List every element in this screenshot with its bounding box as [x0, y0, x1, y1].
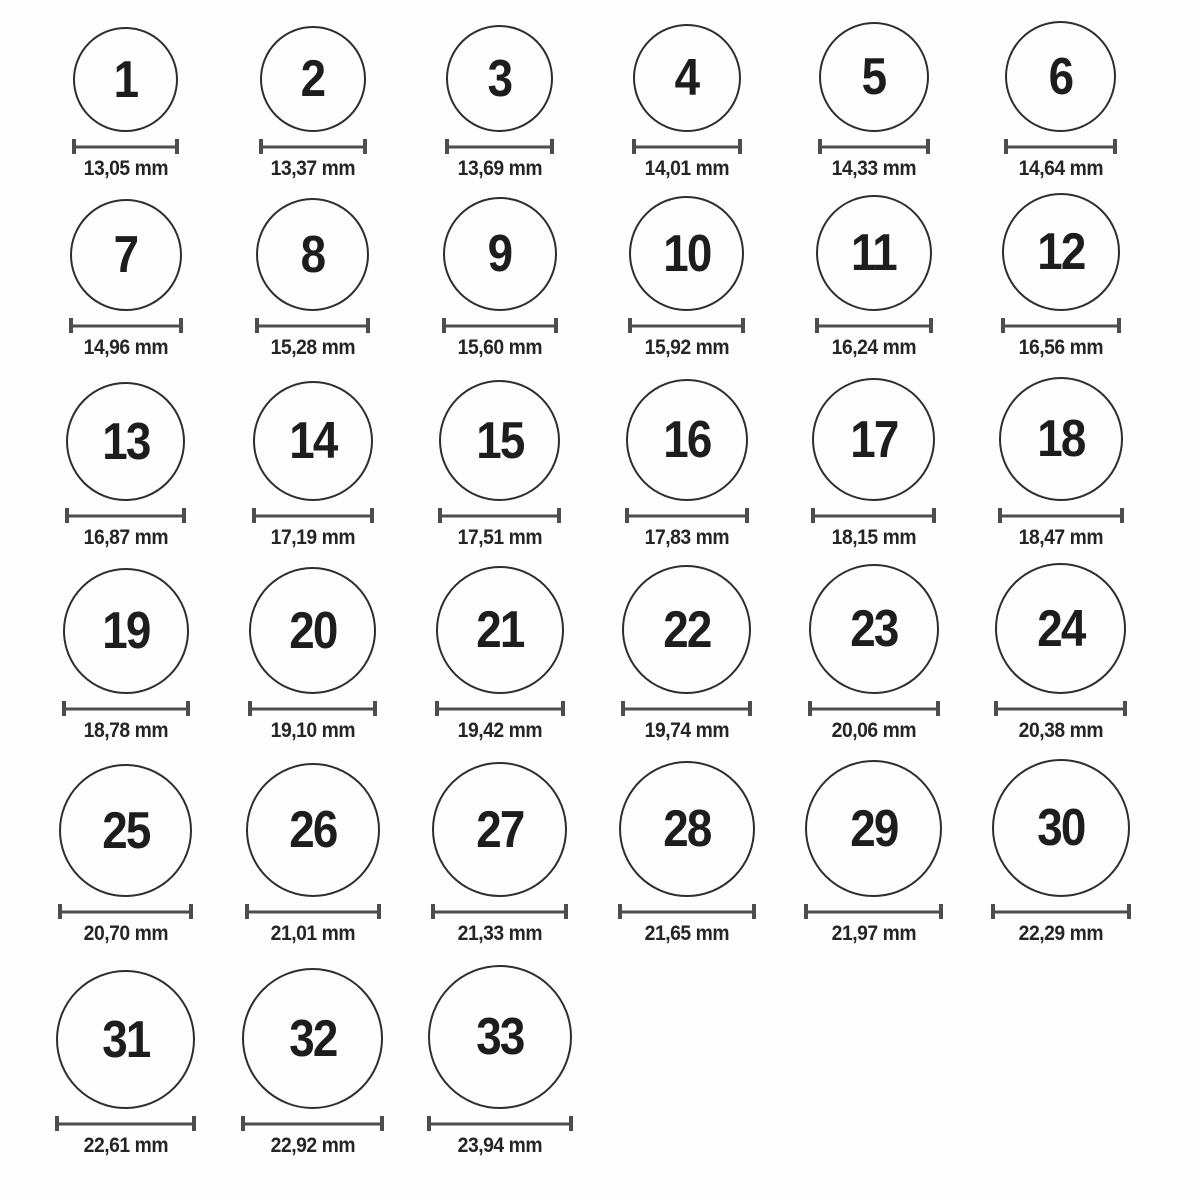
diameter-measure-line [241, 1116, 384, 1131]
ring-size-number: 33 [475, 1008, 524, 1066]
diameter-measure-line [427, 1116, 573, 1131]
diameter-label: 13,37 mm [270, 157, 355, 180]
ring-size-item [406, 745, 593, 948]
diameter-measure-line [998, 508, 1124, 523]
diameter-label: 22,61 mm [83, 1134, 168, 1157]
diameter-label: 16,56 mm [1018, 336, 1103, 359]
ring-circle [260, 26, 366, 132]
ring-circle [633, 24, 741, 132]
ring-circle [992, 759, 1130, 897]
ring-size-item [219, 362, 406, 552]
ring-circle [1002, 193, 1120, 311]
ring-size-number: 20 [288, 601, 337, 660]
ring-size-number: 16 [662, 411, 711, 469]
diameter-label: 18,47 mm [1018, 526, 1103, 549]
ring-size-item [780, 552, 967, 745]
ring-circle [56, 970, 195, 1109]
ring-size-item [593, 552, 780, 745]
diameter-measure-line [618, 904, 756, 919]
ring-size-number: 5 [861, 48, 886, 106]
ring-size-number: 23 [849, 600, 898, 658]
diameter-measure-line [431, 904, 568, 919]
diameter-label: 19,10 mm [270, 719, 355, 742]
ring-size-item [32, 183, 219, 362]
diameter-label: 13,69 mm [457, 157, 542, 180]
diameter-label: 21,01 mm [270, 922, 355, 945]
ring-size-item [593, 745, 780, 948]
ring-size-item [593, 0, 780, 183]
ring-circle [59, 764, 192, 897]
diameter-measure-line [632, 139, 742, 154]
ring-size-item [780, 362, 967, 552]
ring-size-number: 7 [113, 226, 138, 284]
ring-size-item [967, 0, 1154, 183]
diameter-measure-line [815, 318, 933, 333]
diameter-measure-line [994, 701, 1127, 716]
ring-size-number: 8 [300, 225, 325, 284]
diameter-measure-line [255, 318, 370, 333]
ring-circle [432, 762, 567, 897]
ring-circle [622, 565, 751, 694]
ring-size-item [593, 362, 780, 552]
diameter-measure-line [62, 701, 190, 716]
ring-circle [805, 760, 942, 897]
diameter-measure-line [435, 701, 565, 716]
ring-size-item [967, 362, 1154, 552]
ring-size-item [219, 552, 406, 745]
diameter-measure-line [1004, 139, 1117, 154]
ring-size-item [406, 362, 593, 552]
diameter-measure-line [69, 318, 183, 333]
ring-size-number: 10 [662, 224, 711, 283]
diameter-label: 18,78 mm [83, 719, 168, 742]
ring-size-number: 14 [288, 412, 337, 470]
diameter-measure-line [259, 139, 367, 154]
diameter-measure-line [1001, 318, 1121, 333]
ring-size-number: 12 [1036, 223, 1085, 281]
ring-circle [819, 22, 929, 132]
ring-size-number: 6 [1048, 47, 1073, 106]
ring-circle [242, 968, 383, 1109]
ring-size-item [593, 183, 780, 362]
ring-size-item [967, 745, 1154, 948]
diameter-measure-line [818, 139, 930, 154]
chart-row-6 [32, 948, 1200, 1160]
ring-size-item [780, 183, 967, 362]
diameter-label: 19,74 mm [644, 719, 729, 742]
ring-size-number: 18 [1036, 410, 1085, 468]
ring-circle [256, 198, 369, 311]
ring-size-item [406, 552, 593, 745]
ring-size-number: 32 [288, 1009, 337, 1068]
ring-size-item [406, 948, 593, 1160]
ring-size-item [32, 745, 219, 948]
diameter-label: 17,83 mm [644, 526, 729, 549]
chart-row-2 [32, 183, 1200, 362]
ring-circle [428, 965, 572, 1109]
diameter-label: 20,38 mm [1018, 719, 1103, 742]
ring-size-number: 25 [101, 801, 150, 860]
diameter-label: 21,33 mm [457, 922, 542, 945]
ring-size-item [219, 745, 406, 948]
ring-size-item [406, 0, 593, 183]
ring-size-number: 24 [1036, 599, 1085, 658]
diameter-measure-line [808, 701, 940, 716]
ring-size-number: 29 [849, 799, 898, 858]
ring-size-number: 19 [101, 602, 150, 660]
diameter-measure-line [252, 508, 374, 523]
ring-size-item [32, 948, 219, 1160]
diameter-measure-line [625, 508, 749, 523]
ring-size-number: 15 [475, 411, 524, 470]
diameter-label: 18,15 mm [831, 526, 916, 549]
diameter-label: 21,65 mm [644, 922, 729, 945]
ring-size-number: 3 [487, 49, 512, 108]
diameter-label: 17,19 mm [270, 526, 355, 549]
diameter-label: 19,42 mm [457, 719, 542, 742]
ring-size-item [967, 552, 1154, 745]
ring-size-item [219, 948, 406, 1160]
ring-size-item [406, 183, 593, 362]
ring-size-number: 28 [662, 800, 711, 858]
ring-circle [816, 195, 932, 311]
ring-size-number: 13 [101, 412, 150, 471]
diameter-label: 16,87 mm [83, 526, 168, 549]
ring-size-item [219, 0, 406, 183]
ring-size-item [32, 552, 219, 745]
ring-size-item [219, 183, 406, 362]
diameter-label: 22,29 mm [1018, 922, 1103, 945]
diameter-measure-line [811, 508, 936, 523]
ring-size-number: 11 [851, 224, 896, 282]
ring-circle [63, 568, 189, 694]
ring-circle [629, 196, 744, 311]
diameter-measure-line [991, 904, 1131, 919]
ring-size-number: 30 [1036, 799, 1085, 857]
ring-circle [619, 761, 755, 897]
ring-circle [73, 27, 178, 132]
ring-circle [446, 25, 553, 132]
ring-circle [436, 566, 564, 694]
ring-circle [626, 379, 748, 501]
diameter-label: 20,06 mm [831, 719, 916, 742]
diameter-label: 14,01 mm [644, 157, 729, 180]
ring-size-number: 2 [300, 50, 325, 108]
diameter-measure-line [245, 904, 381, 919]
ring-size-number: 17 [849, 410, 898, 469]
chart-row-4 [32, 552, 1200, 745]
ring-size-item [780, 0, 967, 183]
diameter-measure-line [248, 701, 377, 716]
ring-size-number: 4 [674, 49, 699, 107]
diameter-label: 16,24 mm [831, 336, 916, 359]
ring-size-number: 27 [475, 800, 524, 859]
diameter-label: 14,33 mm [831, 157, 916, 180]
ring-circle [246, 763, 380, 897]
ring-circle [439, 380, 560, 501]
ring-size-number: 26 [288, 801, 337, 859]
diameter-label: 20,70 mm [83, 922, 168, 945]
ring-size-item [780, 745, 967, 948]
chart-row-3 [32, 362, 1200, 552]
ring-circle [70, 199, 182, 311]
diameter-measure-line [72, 139, 179, 154]
diameter-measure-line [445, 139, 554, 154]
diameter-label: 14,64 mm [1018, 157, 1103, 180]
ring-circle [253, 381, 373, 501]
diameter-measure-line [55, 1116, 196, 1131]
diameter-label: 15,28 mm [270, 336, 355, 359]
diameter-label: 13,05 mm [83, 157, 168, 180]
diameter-measure-line [804, 904, 943, 919]
diameter-label: 15,92 mm [644, 336, 729, 359]
ring-size-number: 22 [662, 600, 711, 659]
chart-row-1 [32, 0, 1200, 183]
ring-circle [1005, 21, 1116, 132]
ring-circle [995, 563, 1126, 694]
ring-size-number: 31 [101, 1010, 150, 1069]
diameter-label: 17,51 mm [457, 526, 542, 549]
diameter-measure-line [621, 701, 752, 716]
ring-size-item [32, 362, 219, 552]
diameter-label: 23,94 mm [457, 1134, 542, 1157]
ring-circle [66, 382, 185, 501]
ring-circle [249, 567, 376, 694]
ring-circle [812, 378, 935, 501]
ring-circle [809, 564, 939, 694]
diameter-label: 15,60 mm [457, 336, 542, 359]
chart-row-5 [32, 745, 1200, 948]
diameter-label: 21,97 mm [831, 922, 916, 945]
diameter-measure-line [438, 508, 561, 523]
diameter-label: 14,96 mm [83, 336, 168, 359]
ring-size-number: 1 [113, 50, 138, 109]
diameter-measure-line [65, 508, 186, 523]
diameter-label: 22,92 mm [270, 1134, 355, 1157]
ring-size-number: 9 [487, 225, 512, 283]
ring-size-number: 21 [475, 601, 524, 659]
ring-circle [443, 197, 557, 311]
ring-size-item [967, 183, 1154, 362]
diameter-measure-line [628, 318, 745, 333]
diameter-measure-line [58, 904, 193, 919]
ring-size-item [32, 0, 219, 183]
ring-circle [999, 377, 1123, 501]
diameter-measure-line [442, 318, 558, 333]
